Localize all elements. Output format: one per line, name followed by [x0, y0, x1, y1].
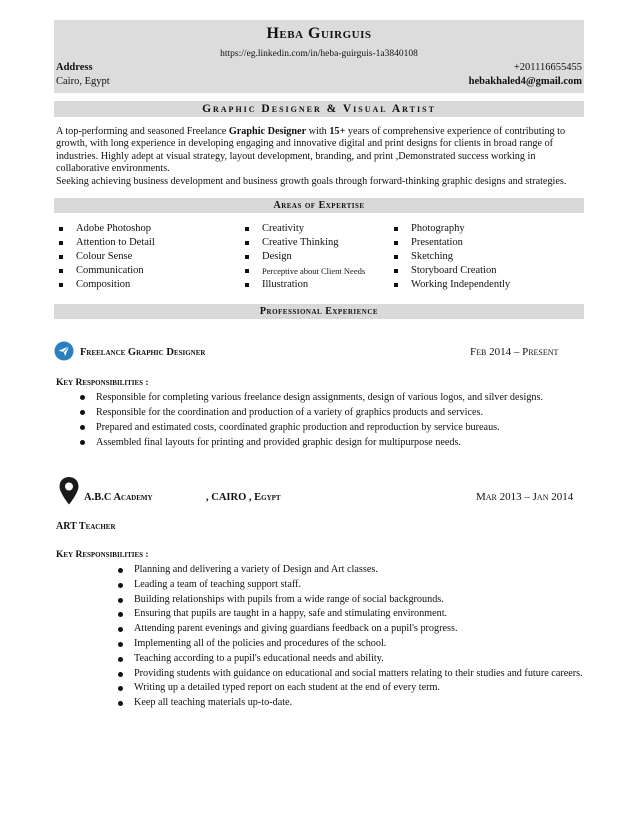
job2-organization: A.B.C Academy: [84, 492, 153, 503]
list-item: Prepared and estimated costs, coordinated graphic production and reproduction by service bureaus.: [78, 420, 578, 435]
skill-item: Design: [244, 250, 365, 264]
address-label: Address: [56, 62, 93, 73]
job1-responsibilities: [78, 390, 578, 450]
list-item: Responsible for the coordination and production of a variety of graphics products and services.: [78, 405, 578, 420]
summary-goal: Seeking achieving business development and business growth goals through forward-thinking graphic designs and strategies.: [56, 175, 567, 187]
skill-item: Communication: [58, 264, 155, 278]
skill-item: Creative Thinking: [244, 236, 365, 250]
job1-responsibilities-label: Key Responsibilities :: [56, 378, 149, 388]
skill-item: Photography: [393, 222, 510, 236]
professional-summary: [56, 126, 584, 188]
job2-location: , CAIRO , Egypt: [206, 492, 281, 503]
skill-item: Creativity: [244, 222, 365, 236]
list-item: Teaching according to a pupil's educational needs and ability.: [116, 652, 584, 667]
job2-responsibilities-label: Key Responsibilities :: [56, 550, 149, 560]
location-pin-icon: [58, 476, 80, 506]
skill-item: Storyboard Creation: [393, 264, 510, 278]
skill-item: Perceptive about Client Needs: [244, 264, 365, 278]
skill-item: Colour Sense: [58, 250, 155, 264]
candidate-name: Heba Guirguis: [266, 25, 372, 42]
address-value: Cairo, Egypt: [56, 76, 110, 87]
job2-role: ART Teacher: [56, 521, 116, 532]
header: [54, 20, 584, 93]
skill-item: Sketching: [393, 250, 510, 264]
list-item: Planning and delivering a variety of Design and Art classes.: [116, 563, 584, 578]
job1-dates: Feb 2014 – Present: [470, 346, 559, 358]
expertise-heading: Areas of Expertise: [54, 198, 584, 213]
list-item: Building relationships with pupils from a wide range of social backgrounds.: [116, 593, 584, 608]
list-item: Writing up a detailed typed report on each student at the end of every term.: [116, 681, 584, 696]
list-item: Attending parent evenings and giving guardians feedback on a pupil's progress.: [116, 622, 584, 637]
skills-column-2: [244, 222, 365, 292]
linkedin-url[interactable]: https://eg.linkedin.com/in/heba-guirguis-1a3840108: [220, 49, 418, 59]
email-address[interactable]: hebakhaled4@gmail.com: [468, 76, 582, 87]
job2-responsibilities: [116, 563, 584, 711]
skills-column-3: [393, 222, 510, 292]
skill-item: Composition: [58, 278, 155, 292]
summary-intro: A top-performing and seasoned Freelance Graphic Designer with 15+ years of comprehensive experience of contributing to growth, with long experience in developing engaging and innovative digital and print designs for clients in broad range of industries. Highly adept at visual strategy, layout development, branding, and print ,Demonstrated success working in collaborative environments.: [56, 126, 566, 175]
list-item: Assembled final layouts for printing and provided graphic design for multipurpose needs.: [78, 435, 578, 450]
phone-number: +201116655455: [513, 62, 582, 73]
list-item: Responsible for completing various freelance design assignments, design of various logos, and silver designs.: [78, 390, 578, 405]
skill-item: Adobe Photoshop: [58, 222, 155, 236]
list-item: Providing students with guidance on educational and social matters relating to their studies and future careers.: [116, 667, 584, 682]
paper-plane-icon: [54, 341, 74, 361]
job-title-heading: Graphic Designer & Visual Artist: [54, 101, 584, 117]
list-item: Implementing all of the policies and procedures of the school.: [116, 637, 584, 652]
list-item: Keep all teaching materials up-to-date.: [116, 696, 584, 711]
job1-title: Freelance Graphic Designer: [80, 347, 206, 358]
skill-item: Illustration: [244, 278, 365, 292]
skills-column-1: [58, 222, 155, 292]
skill-item: Working Independently: [393, 278, 510, 292]
skill-item: Presentation: [393, 236, 510, 250]
job2-dates: Mar 2013 – Jan 2014: [476, 491, 574, 503]
list-item: Leading a team of teaching support staff.: [116, 578, 584, 593]
skill-item: Attention to Detail: [58, 236, 155, 250]
list-item: Ensuring that pupils are taught in a happy, safe and stimulating environment.: [116, 607, 584, 622]
experience-heading: Professional Experience: [54, 304, 584, 319]
